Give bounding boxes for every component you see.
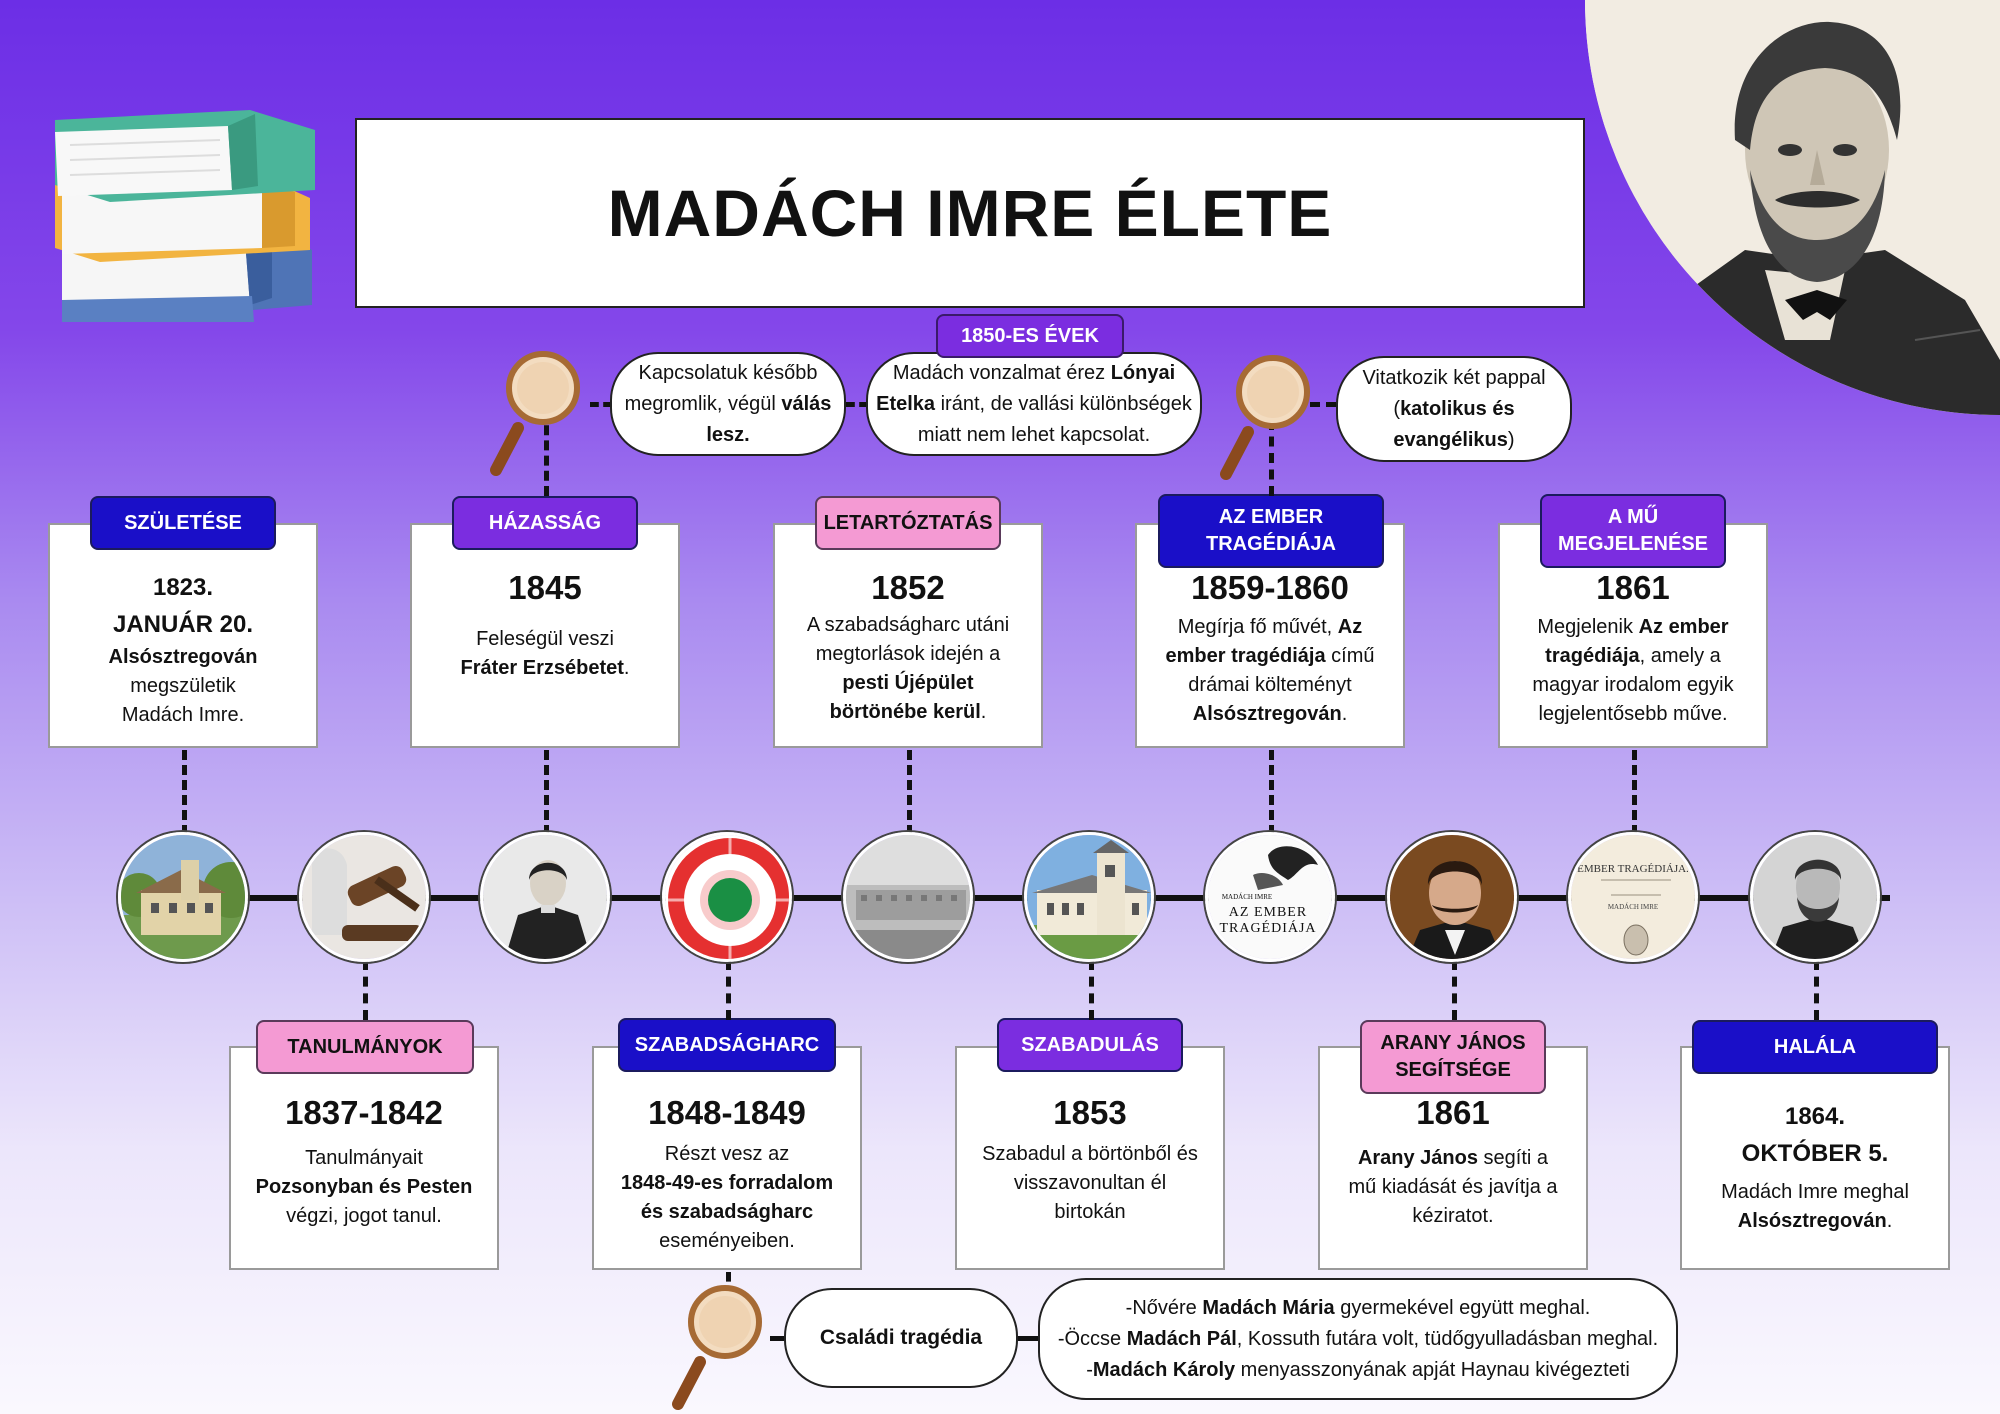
family-tragedy-label (784, 1288, 1018, 1388)
debate-note-text: Vitatkozik két pappal (katolikus és evangélikus) (1362, 366, 1546, 451)
fifties-note (866, 352, 1202, 456)
event-card-death (1680, 1046, 1950, 1270)
title-box (355, 118, 1585, 308)
event-year: 1837-1842 (285, 1094, 443, 1131)
family-tragedy-note-text: -Nővére Madách Mária gyermekével együtt meghal. -Öccse Madách Pál, Kossuth futára volt, tüdőgyulladásban meghal. -Madách Károly menyasszonyának apját Haynau kivégezteti (1057, 1296, 1659, 1381)
event-description: Megjelenik Az ember tragédiája, amely a magyar irodalom egyik legjelentősebb műve. (1532, 615, 1734, 725)
event-description: Feleségül veszi Fráter Erzsébetet. (460, 627, 630, 679)
event-label-death: HALÁLA (1692, 1020, 1938, 1074)
event-year: 1845 (508, 569, 582, 606)
magnifier-icon (1218, 352, 1328, 482)
event-label-tragedy: AZ EMBER TRAGÉDIÁJA (1158, 494, 1384, 568)
event-description: Szabadul a börtönből és visszavonultan él birtokán (982, 1142, 1198, 1223)
event-year: 1823. JANUÁR 20. (112, 574, 254, 639)
event-year: 1853 (1053, 1094, 1127, 1131)
event-card-release (955, 1046, 1225, 1270)
connector (1452, 960, 1457, 1020)
tragedy-author-text: MADÁCH IMRE (1221, 893, 1273, 901)
connector (1018, 1336, 1038, 1341)
page-title: MADÁCH IMRE ÉLETE (607, 176, 1333, 250)
arany-portrait-image (1387, 832, 1517, 962)
tragedy-title-text-2: TRAGÉDIÁJA (1219, 921, 1317, 936)
event-card-marriage (410, 523, 680, 748)
event-card-studies (229, 1046, 499, 1270)
event-label-birth: SZÜLETÉSE (90, 496, 276, 550)
event-description: A szabadságharc utáni megtorlások idején a pesti Újépület börtönébe kerül. (806, 613, 1010, 723)
engraving-portrait (1585, 0, 2000, 415)
magnifier-icon (488, 348, 598, 478)
event-description: Arany János segíti a mű kiadását és javítja a kéziratot. (1348, 1146, 1558, 1227)
event-description: Tanulmányait Pozsonyban és Pesten végzi, jogot tanul. (255, 1146, 473, 1227)
marriage-note (610, 352, 846, 456)
event-card-birth (48, 523, 318, 748)
cover-author-text: MADÁCH IMRE (1607, 903, 1659, 911)
family-tragedy-label-text: Családi tragédia (819, 1325, 983, 1349)
manor-tower-image (1024, 832, 1154, 962)
connector (726, 960, 731, 1020)
connector (1089, 960, 1094, 1020)
book-cover-image (1568, 832, 1698, 962)
marriage-note-text: Kapcsolatuk később megromlik, végül válás lesz. (624, 361, 832, 446)
event-year: 1861 (1416, 1094, 1490, 1131)
madach-portrait-image (1750, 832, 1880, 962)
connector (1814, 960, 1819, 1020)
event-card-arrest (773, 523, 1043, 748)
event-description: Madách Imre meghal Alsósztregován. (1721, 1181, 1909, 1233)
event-description: Részt vesz az 1848-49-es forradalom és szabadságharc eseményeiben. (620, 1142, 834, 1252)
manor-house-image (118, 832, 248, 962)
event-description: Alsósztregován megszületik Madách Imre. (108, 646, 258, 727)
event-year: 1861 (1596, 569, 1670, 606)
gavel-image (299, 832, 429, 962)
debate-note (1336, 356, 1572, 462)
event-year: 1852 (871, 569, 945, 606)
connector (846, 402, 868, 407)
event-label-marriage: HÁZASSÁG (452, 496, 638, 550)
tragedy-title-image (1205, 832, 1335, 962)
event-label-publication: A MŰ MEGJELENÉSE (1540, 494, 1726, 568)
event-label-studies: TANULMÁNYOK (256, 1020, 474, 1074)
event-year: 1848-1849 (648, 1094, 806, 1131)
event-label-revolution: SZABADSÁGHARC (618, 1018, 836, 1072)
cover-title-text: EMBER TRAGÉDIÁJA. (1577, 863, 1689, 875)
event-label-arrest: LETARTÓZTATÁS (815, 496, 1001, 550)
madach-portrait-corner (1585, 0, 2000, 415)
fifties-note-text: Madách vonzalmat érez Lónyai Etelka iránt, de vallási különbségek miatt nem lehet kapcsolat. (876, 361, 1192, 446)
cockade-image (662, 832, 792, 962)
woman-portrait-image (480, 832, 610, 962)
connector (363, 960, 368, 1020)
event-label-release: SZABADULÁS (997, 1018, 1183, 1072)
fifties-label: 1850-ES ÉVEK (936, 314, 1124, 358)
family-tragedy-note (1038, 1278, 1678, 1400)
event-description: Megírja fő művét, Az ember tragédiája című drámai költeményt Alsósztregován. (1165, 615, 1375, 725)
tragedy-title-text: AZ EMBER (1228, 905, 1308, 920)
magnifier-icon (670, 1282, 780, 1412)
books-illustration (40, 100, 330, 330)
prison-city-image (843, 832, 973, 962)
event-label-arany: ARANY JÁNOS SEGÍTSÉGE (1360, 1020, 1546, 1094)
event-card-revolution (592, 1046, 862, 1270)
event-year: 1859-1860 (1191, 569, 1349, 606)
event-year: 1864. OKTÓBER 5. (1741, 1103, 1889, 1168)
